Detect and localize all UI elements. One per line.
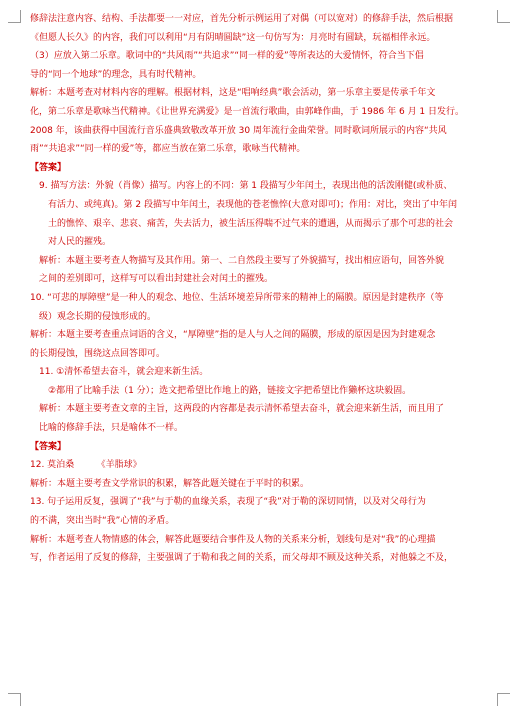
- text-line: 雨”“共追求”“同一样的爱”等，都应当放在第二乐章，歌咏当代精神。: [30, 144, 306, 155]
- text-line: 9. 描写方法：外貌（肖像）描写。内容上的不同：第 1 段描写少年闰土，表现出他的活泼刚健(或朴质、: [39, 181, 453, 192]
- text-line: ②都用了比喻手法（1 分）；选文把希望比作地上的路，链接文字把希望比作獭杯这块毅固。: [48, 385, 412, 396]
- crop-mark-top-left: [8, 10, 21, 23]
- text-line: 12. 莫泊桑 《羊脂球》: [30, 460, 142, 471]
- text-line: 《但愿人长久》的内容，我们可以利用“月有阴晴圆缺”这一句仿写为：月亮时有圆缺，玩福相伴永远。: [30, 32, 436, 43]
- text-line: 2008 年，该曲获得中国流行音乐盛典致敬改革开放 30 周年流行金曲荣誉。同时歌词所展示的内容“共风: [30, 125, 447, 136]
- text-line: 导的“同一个地球”的理念，具有时代精神。: [30, 69, 202, 80]
- answer-heading: 【答案】: [30, 162, 67, 173]
- crop-mark-top-right: [497, 10, 510, 23]
- answer-text-body: [30, 10, 490, 568]
- text-line: 的长期侵蚀，围绕这点回答即可。: [30, 348, 166, 359]
- text-line: 对人民的摧残。: [48, 237, 112, 248]
- text-line: 修辞法注意内容、结构、手法都要一一对应，首先分析示例运用了对偶（可以宽对）的修辞手法，然后根据: [30, 14, 454, 24]
- text-line: 化，第二乐章是歌咏当代精神。《让世界充满爱》是一首流行歌曲，由郭峰作曲，于 1986 年 6 月 1 日发行。: [30, 106, 465, 117]
- text-line: 13. 句子运用反复，强调了“我”与于勒的血缘关系，表现了“我”对于勒的深切同情，以及对父母行为: [30, 497, 426, 508]
- text-line: 解析：本题考查人物情感的体会，解答此题要结合事件及人物的关系来分析，划线句是对“我”的心理描: [30, 534, 436, 545]
- text-line: 的不满，突出当时“我”心情的矛盾。: [30, 516, 175, 527]
- text-line: 比喻的修辞手法，只是喻体不一样。: [39, 423, 184, 434]
- text-line: 之间的差别即可，这样写可以看出封建社会对闰土的摧残。: [39, 274, 274, 285]
- text-line: 土的憔悴、艰辛、悲哀、痛苦，失去活力，被生活压得喘不过气来的遭遇，从而揭示了那个可悲的社会: [48, 218, 454, 229]
- text-line: 级）观念长期的侵蚀形成的。: [39, 311, 157, 322]
- text-line: 有活力、或纯真)。第 2 段描写中年闰土，表现他的苍老憔悴(大意对即可)；作用：对比，突出了中年闰: [48, 199, 457, 210]
- text-line: 解析：本题主要考查人物描写及其作用。第一、二自然段主要写了外貌描写，找出相应语句，回答外貌: [39, 255, 445, 266]
- text-line: 解析：本题主要考查文章的主旨，这两段的内容都是表示清怀希望去奋斗，就会迎来新生活，而且用了: [39, 404, 445, 415]
- text-line: 解析：本题考查对材料内容的理解。根据材料，这是“唱响经典”歌会活动，第一乐章主要是传承千年文: [30, 88, 436, 99]
- crop-mark-bottom-right: [497, 693, 510, 706]
- text-line: 解析：本题主要考查文学常识的积累，解答此题关键在于平时的积累。: [30, 478, 310, 489]
- text-line: 写，作者运用了反复的修辞，主要强调了于勒和我之间的关系，而父母却不顾及这种关系，对他躲之不及，: [30, 553, 454, 564]
- text-line: （3）应放入第二乐章。歌词中的“共风雨”“共追求”“同一样的爱”等所表达的大爱情怀，符合当下倡: [30, 51, 424, 62]
- text-line: 解析：本题主要考查重点词语的含义，“厚障壁”指的是人与人之间的隔膜，形成的原因是因为封建观念: [30, 330, 436, 341]
- text-line: 11. ①清怀希望去奋斗，就会迎来新生活。: [39, 367, 209, 378]
- answer-heading: 【答案】: [30, 441, 67, 452]
- crop-mark-bottom-left: [8, 693, 21, 706]
- text-line: 10. “可悲的厚障壁”是一种人的观念、地位、生活环境差异所带来的精神上的隔膜。原因是封建秩序（等: [30, 292, 444, 303]
